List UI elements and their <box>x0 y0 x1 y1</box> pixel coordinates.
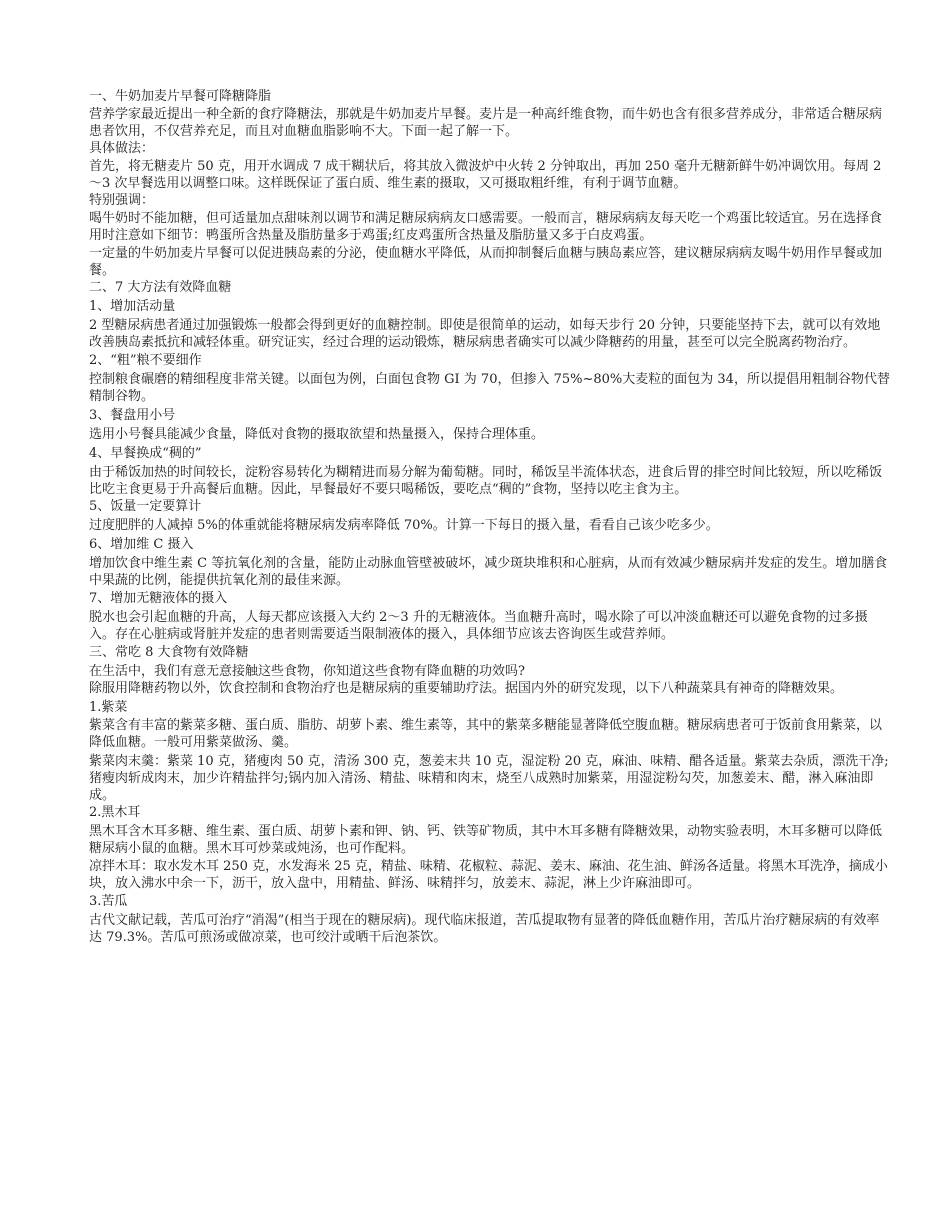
paragraph-vitamin-c: 增加饮食中维生素 C 等抗氧化剂的含量，能防止动脉血管壁被破坏，减少斑块堆积和心脏病，从而有效减少糖尿病并发症的发生。增加膳食中果蔬的比例，能提供抗氧化剂的最佳来源。 <box>89 556 888 589</box>
paragraph-breakfast: 由于稀饭加热的时间较长，淀粉容易转化为糊精进而易分解为葡萄糖。同时，稀饭呈半流体状态，进食后胃的排空时间比较短，所以吃稀饭比吃主食更易于升高餐后血糖。因此，早餐最好不要只喝稀饭，要吃点“稠的”食物，坚持以吃主食为主。 <box>89 464 883 497</box>
paragraph-seaweed: 紫菜含有丰富的紫菜多糖、蛋白质、脂肪、胡萝卜素、维生素等，其中的紫菜多糖能显著降低空腹血糖。糖尿病患者可于饭前食用紫菜，以降低血糖。一般可用紫菜做汤、羹。 <box>89 717 883 750</box>
paragraph-summary: 一定量的牛奶加麦片早餐可以促进胰岛素的分泌，使血糖水平降低，从而抑制餐后血糖与胰岛素应答，建议糖尿病病友喝牛奶用作早餐或加餐。 <box>89 245 883 278</box>
subheading-2: 2、“粗”粮不要细作 <box>89 352 202 368</box>
subheading-5: 5、饭量一定要算计 <box>89 499 202 515</box>
paragraph-liquid: 脱水也会引起血糖的升高，人每天都应该摄入大约 2～3 升的无糖液体。当血糖升高时，喝水除了可以冲淡血糖还可以避免食物的过多摄入。存在心脏病或肾脏并发症的患者则需要适当限制液体的摄入，具体细节应该去咨询医生或营养师。 <box>89 609 868 642</box>
food-heading-1: 1.紫菜 <box>89 700 128 716</box>
food-heading-2: 2.黑木耳 <box>89 805 141 821</box>
paragraph-exercise: 2 型糖尿病患者通过加强锻炼一般都会得到更好的血糖控制。即使是很简单的运动，如每天步行 20 分钟，只要能坚持下去，就可以有效地改善胰岛素抵抗和减轻体重。研究证实，经过合理的运动锻炼，糖尿病患者确实可以减少降糖药的用量，甚至可以完全脱离药物治疗。 <box>89 318 881 351</box>
section-heading-3: 三、常吃 8 大食物有效降糖 <box>89 644 249 660</box>
paragraph-intro: 营养学家最近提出一种全新的食疗降糖法，那就是牛奶加麦片早餐。麦片是一种高纤维食物，而牛奶也含有很多营养成分，非常适合糖尿病患者饮用，不仅营养充足，而且对血糖血脂影响不大。下面一起了解一下。 <box>89 106 883 139</box>
subheading-7: 7、增加无糖液体的摄入 <box>89 590 228 606</box>
subheading-3: 3、餐盘用小号 <box>89 407 176 423</box>
paragraph-foods-question: 在生活中，我们有意无意接触这些食物，你知道这些食物有降血糖的功效吗? <box>89 663 525 679</box>
paragraph-plate: 选用小号餐具能减少食量，降低对食物的摄取欲望和热量摄入，保持合理体重。 <box>89 426 545 442</box>
subheading-4: 4、早餐换成“稠的” <box>89 445 202 461</box>
paragraph-foods-intro: 除服用降糖药物以外，饮食控制和食物治疗也是糖尿病的重要辅助疗法。据国内外的研究发现，以下八种蔬菜具有神奇的降糖效果。 <box>89 681 844 697</box>
paragraph-fungus-recipe: 凉拌木耳：取水发木耳 250 克，水发海米 25 克，精盐、味精、花椒粒、蒜泥、姜末、麻油、花生油、鲜汤各适量。将黑木耳洗净，摘成小块，放入沸水中余一下，沥干，放入盘中，用精盐、鲜汤、味精拌匀，放姜末、蒜泥，淋上少许麻油即可。 <box>89 858 888 891</box>
food-heading-3: 3.苦瓜 <box>89 893 128 909</box>
paragraph-method: 首先，将无糖麦片 50 克，用开水调成 7 成干糊状后，将其放入微波炉中火转 2 分钟取出，再加 250 毫升无糖新鲜牛奶冲调饮用。每周 2～3 次早餐选用以调整口味。这样既保证了蛋白质、维生素的摄取，又可摄取粗纤维，有利于调节血糖。 <box>89 158 882 191</box>
section-heading-1: 一、牛奶加麦片早餐可降糖降脂 <box>89 89 272 104</box>
section-heading-2: 二、7 大方法有效降血糖 <box>89 280 232 296</box>
paragraph-seaweed-recipe: 紫菜肉末羹：紫菜 10 克，猪瘦肉 50 克，清汤 300 克，葱姜末共 10 克，湿淀粉 20 克，麻油、味精、醋各适量。紫菜去杂质，漂洗干净;猪瘦肉斩成肉末，加少许精盐拌匀;锅内加入清汤、精盐、味精和肉末，烧至八成熟时加紫菜，用湿淀粉勾芡，加葱姜末、醋，淋入麻油即成。 <box>89 753 889 803</box>
paragraph-portion: 过度肥胖的人减掉 5%的体重就能将糖尿病发病率降低 70%。计算一下每日的摄入量，看看自己该少吃多少。 <box>89 518 719 534</box>
paragraph-black-fungus: 黑木耳含木耳多糖、维生素、蛋白质、胡萝卜素和钾、钠、钙、铁等矿物质，其中木耳多糖有降糖效果，动物实验表明，木耳多糖可以降低糖尿病小鼠的血糖。黑木耳可炒菜或炖汤，也可作配料。 <box>89 824 883 857</box>
paragraph-grain: 控制粮食碾磨的精细程度非常关键。以面包为例，白面包食物 GI 为 70，但掺入 75%~80%大麦粒的面包为 34，所以提倡用粗制谷物代替精制谷物。 <box>89 371 890 404</box>
paragraph-bitter-melon: 古代文献记载，苦瓜可治疗“消渴”(相当于现在的糖尿病)。现代临床报道，苦瓜提取物有显著的降低血糖作用，苦瓜片治疗糖尿病的有效率达 79.3%。苦瓜可煎汤或做凉菜，也可绞汁或晒干后泡茶饮。 <box>89 912 880 945</box>
label-method: 具体做法： <box>89 141 155 157</box>
subheading-1: 1、增加活动量 <box>89 299 176 315</box>
label-emphasis: 特别强调： <box>89 193 155 209</box>
paragraph-emphasis: 喝牛奶时不能加糖，但可适量加点甜味剂以调节和满足糖尿病病友口感需要。一般而言，糖尿病病友每天吃一个鸡蛋比较适宜。另在选择食用时注意如下细节：鸭蛋所含热量及脂肪量多于鸡蛋;红皮鸡蛋所含热量及脂肪量又多于白皮鸡蛋。 <box>89 210 883 243</box>
subheading-6: 6、增加维 C 摄入 <box>89 537 194 553</box>
